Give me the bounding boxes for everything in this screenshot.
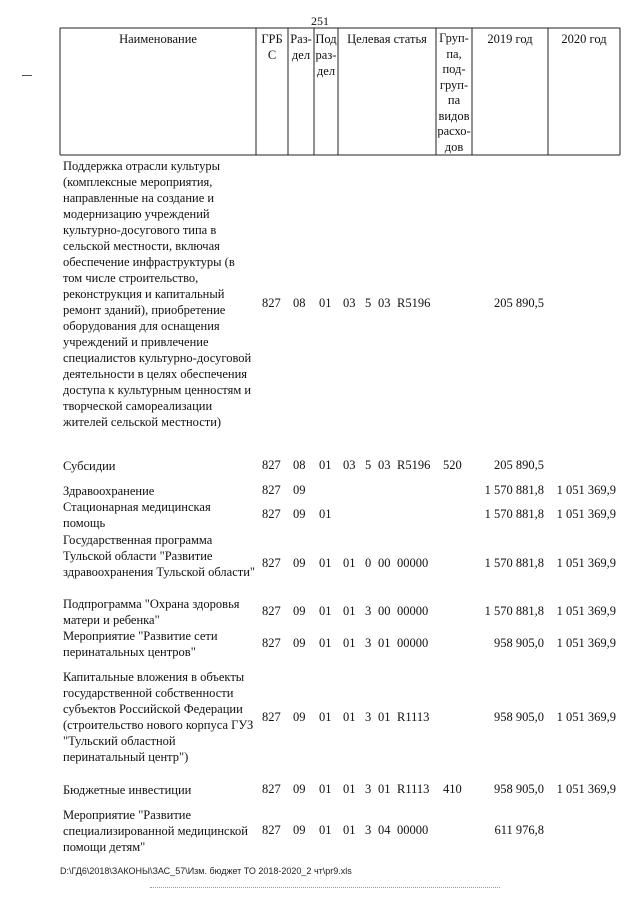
row-podrazdel: 01 [319,507,332,521]
row-target-4: R1113 [397,782,430,796]
row-2019: 958 905,0 [494,710,544,724]
row-target-4: R5196 [397,296,431,310]
row-target-3: 01 [378,636,391,650]
row-podrazdel: 01 [319,604,332,618]
page-number: 251 [311,14,329,28]
row-podrazdel: 01 [319,296,332,310]
row-razdel: 08 [293,296,306,310]
row-razdel: 09 [293,507,306,521]
row-target-3: 04 [378,823,391,837]
row-name: Мероприятие "Развитие специализированной медицинской помощи детям" [63,808,248,854]
row-grbs: 827 [262,782,281,796]
row-target-1: 01 [343,782,356,796]
row-razdel: 09 [293,710,306,724]
row-target-1: 01 [343,823,356,837]
row-2019: 205 890,5 [494,458,544,472]
row-name: Бюджетные инвестиции [63,783,192,797]
header-2019: 2019 год [487,32,533,46]
row-2020: 1 051 369,9 [556,636,616,650]
row-podrazdel: 01 [319,458,332,472]
row-grbs: 827 [262,604,281,618]
header-grbs: ГРБ С [261,32,283,62]
row-target-3: 00 [378,604,391,618]
row-target-4: 00000 [397,604,429,618]
row-target-4: R5196 [397,458,431,472]
row-2020: 1 051 369,9 [556,507,616,521]
table-row [0,532,640,596]
row-razdel: 09 [293,636,306,650]
table-row [0,628,640,660]
row-name: Поддержка отрасли культуры (комплексные мероприятия, направленные на создание и модернизацию учреждений культурно-досугового типа в сельской местности, включая обеспечение инфраструктуры (в том числе строительство, реконструкция и капитальный ремонт зданий), приобретение оборудования для оснащения учреждений и привлечение специалистов культурно-досуговой деятельности в целях обеспечения доступа к культурным ценностям и творческой самореализации жителей сельской местности) [63,159,252,429]
row-razdel: 08 [293,458,306,472]
row-target-4: R1113 [397,710,430,724]
table-row [0,669,640,769]
row-razdel: 09 [293,823,306,837]
row-grbs: 827 [262,296,281,310]
row-target-1: 01 [343,636,356,650]
row-2020: 1 051 369,9 [556,604,616,618]
row-target-2: 3 [365,710,372,724]
row-2020: 1 051 369,9 [556,556,616,570]
row-target-2: 0 [365,556,372,570]
row-2020: 1 051 369,9 [556,782,616,796]
row-name: Мероприятие "Развитие сети перинатальных центров" [63,629,218,659]
row-target-1: 03 [343,296,356,310]
row-grbs: 827 [262,636,281,650]
header-group: Груп- па, под- груп- па видов расхо- дов [437,31,471,154]
row-grbs: 827 [262,556,281,570]
row-target-2: 3 [365,636,372,650]
table-row [0,596,640,628]
row-2020: 1 051 369,9 [556,710,616,724]
row-target-3: 03 [378,296,391,310]
header-podrazdel: Под раз- дел [315,32,337,78]
row-2020: 1 051 369,9 [556,483,616,497]
table-row [0,158,640,448]
row-podrazdel: 01 [319,710,332,724]
row-podrazdel: 01 [319,556,332,570]
file-path-footer: D:\ГД6\2018\ЗАКОНЫ\ЗАС_57\Изм. бюджет ТО 2018-2020_2 чт\pr9.xls [60,866,352,876]
row-name: Государственная программа Тульской области "Развитие здравоохранения Тульской области" [63,533,256,579]
row-name: Здравоохранение [63,484,155,498]
header-name: Наименование [119,32,197,46]
row-target-4: 00000 [397,556,429,570]
row-2019: 1 570 881,8 [484,507,544,521]
row-target-1: 01 [343,710,356,724]
row-target-2: 5 [365,458,372,472]
table-row [0,458,640,476]
row-name: Капитальные вложения в объекты государственной собственности субъектов Российской Федерации (строительство нового корпуса ГУЗ "Тульский областной перинатальный центр") [63,670,254,764]
row-2019: 958 905,0 [494,636,544,650]
row-2019: 1 570 881,8 [484,483,544,497]
row-grbs: 827 [262,507,281,521]
row-2019: 205 890,5 [494,296,544,310]
row-target-4: 00000 [397,823,429,837]
row-target-1: 03 [343,458,356,472]
row-2019: 611 976,8 [494,823,544,837]
row-group: 520 [443,458,462,472]
row-target-3: 01 [378,710,391,724]
row-razdel: 09 [293,782,306,796]
header-razdel: Раз- дел [290,32,312,62]
header-2020: 2020 год [561,32,607,46]
row-grbs: 827 [262,710,281,724]
row-razdel: 09 [293,556,306,570]
row-2019: 1 570 881,8 [484,604,544,618]
table-row [0,807,640,857]
row-2019: 958 905,0 [494,782,544,796]
row-2019: 1 570 881,8 [484,556,544,570]
margin-mark [22,75,32,76]
row-target-2: 3 [365,782,372,796]
row-name: Подпрограмма "Охрана здоровья матери и ребенка" [63,597,240,627]
row-target-2: 3 [365,823,372,837]
table-row [0,782,640,800]
row-grbs: 827 [262,458,281,472]
row-target-4: 00000 [397,636,429,650]
row-podrazdel: 01 [319,636,332,650]
row-target-1: 01 [343,556,356,570]
row-target-3: 01 [378,782,391,796]
row-razdel: 09 [293,483,306,497]
row-target-1: 01 [343,604,356,618]
row-name: Стационарная медицинская помощь [63,500,211,530]
table-row [0,499,640,531]
scan-artifact-line [150,887,500,888]
row-podrazdel: 01 [319,782,332,796]
row-grbs: 827 [262,483,281,497]
row-target-3: 00 [378,556,391,570]
header-target: Целевая статья [347,32,427,46]
row-target-2: 3 [365,604,372,618]
row-grbs: 827 [262,823,281,837]
row-podrazdel: 01 [319,823,332,837]
row-razdel: 09 [293,604,306,618]
row-target-3: 03 [378,458,391,472]
row-target-2: 5 [365,296,372,310]
row-group: 410 [443,782,462,796]
row-name: Субсидии [63,459,116,473]
